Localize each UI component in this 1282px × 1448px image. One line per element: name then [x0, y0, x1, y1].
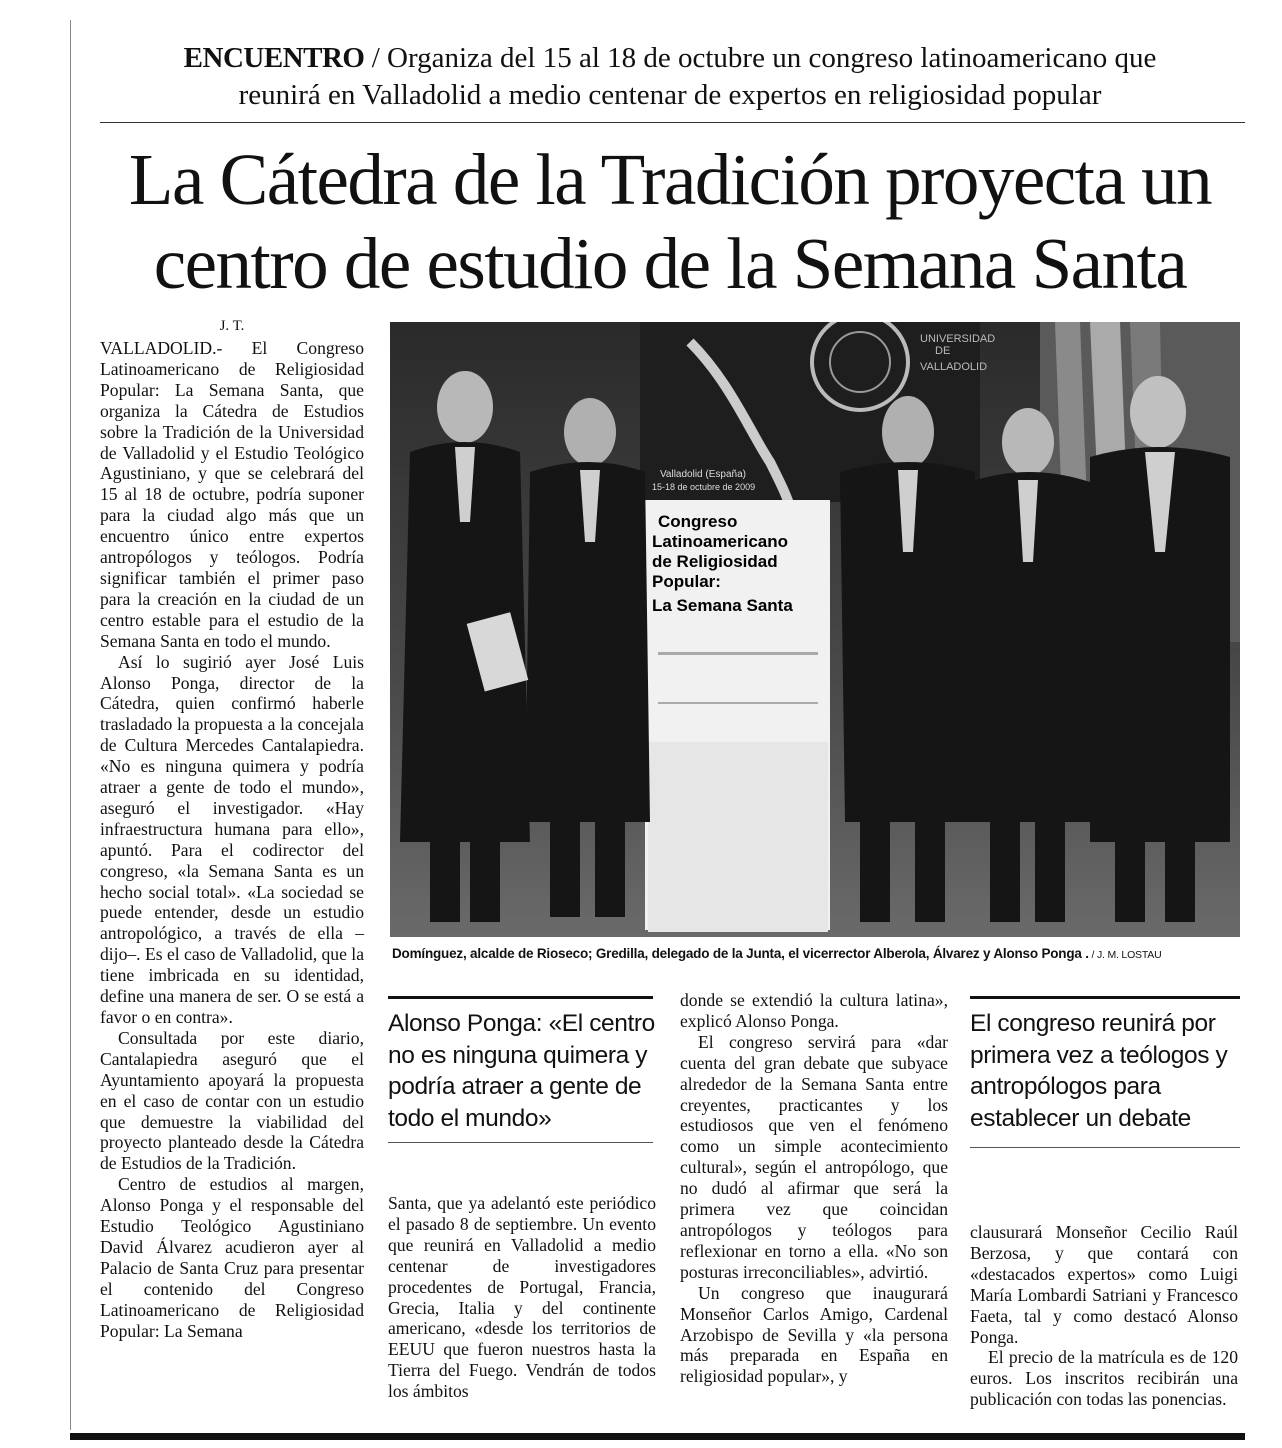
- paragraph: Santa, que ya adelantó este periódico el pasado 8 de septiembre. Un evento que reunirá en Valladolid a medio centenar de investigadores procedentes de Portugal, Francia, Grecia, Italia y del continente americano, «desde los territorios de EEUU que fueron nuestros hasta la Tierra del Fuego. Vendrán de todos los ámbitos: [388, 1193, 656, 1402]
- paragraph: El precio de la matrícula es de 120 euros. Los inscritos recibirán una publicación con todas las ponencias.: [970, 1347, 1238, 1410]
- photo-credit: / J. M. LOSTAU: [1088, 949, 1162, 961]
- pullquote-rule-bottom: [970, 1147, 1240, 1148]
- paragraph: Así lo sugirió ayer José Luis Alonso Ponga, director de la Cátedra, quien confirmó haberle trasladado la propuesta a la concejala de Cultura Mercedes Cantalapiedra. «No es ninguna quimera y podría atraer a gente de todo el mundo», aseguró el investigador. «Hay infraestructura humana para ello», apuntó. Para el codirector del congreso, «la Semana Santa es un hecho social total». «La sociedad se puede entender, desde un estudio antropológico, a través de ella –dijo–. Es el caso de Valladolid, que la tiene imbricada en su identidad, define una manera de ser. O se está a favor o en contra».: [100, 651, 365, 1027]
- caption-text: Domínguez, alcalde de Rioseco; Gredilla, delegado de la Junta, el vicerrector Alberola, Álvarez y Alonso Ponga .: [392, 946, 1089, 961]
- paragraph: Consultada por este diario, Cantalapiedra aseguró que el Ayuntamiento apoyará la propuesta en el caso de contar con un estudio que demuestre la viabilidad del proyecto planteado desde la Cátedra de Estudios de la Tradición.: [100, 1027, 364, 1174]
- poster-location: Valladolid (España): [660, 469, 746, 480]
- pullquote-left: Alonso Ponga: «El centro no es ninguna quimera y podría atraer a gente de todo el mundo»: [388, 1010, 655, 1132]
- paragraph: donde se extendió la cultura latina», explicó Alonso Ponga.: [680, 990, 948, 1031]
- article-column-1: [100, 338, 364, 1342]
- pullquote-right: El congreso reunirá por primera vez a teólogos y antropólogos para establecer un debate: [970, 1010, 1228, 1132]
- poster-dates: 15-18 de octubre de 2009: [652, 482, 756, 492]
- poster-line: La Semana Santa: [652, 596, 793, 615]
- paragraph: El congreso servirá para «dar cuenta del gran debate que subyace alrededor de la Semana Santa entre creyentes, practicantes y los estudiosos que ven el fenómeno como un simple acontecimiento cultural», según el antropólogo, que no dudó al afirmar que será la primera vez que coincidan antropólogos y teólogos para reflexionar en torno a ella. «No son posturas irreconciliables», advirtió.: [680, 1031, 948, 1282]
- svg-text:DE: DE: [935, 345, 951, 357]
- paragraph: VALLADOLID.- El Congreso Latinoamericano de Religiosidad Popular: La Semana Santa, que organiza la Cátedra de Estudios sobre la Tradición de la Universidad de Valladolid y el Estudio Teológico Agustiniano, y que se celebrará del 15 al 18 de octubre, podría suponer para la ciudad algo más que un encuentro único entre expertos antropólogos y teólogos. Podría significar también el primer paso para la creación en la ciudad de un centro estable para el estudio de la Semana Santa en todo el mundo.: [100, 338, 364, 651]
- pullquote-rule-top: [388, 996, 653, 999]
- article-column-2: [388, 1193, 656, 1402]
- news-photo: [390, 322, 1240, 937]
- kicker-line-1: Organiza del 15 al 18 de octubre un congreso latinoamericano que: [387, 42, 1157, 74]
- paragraph: Un congreso que inaugurará Monseñor Carlos Amigo, Cardenal Arzobispo de Sevilla y «la persona más preparada en España en religiosidad popular», y: [680, 1282, 948, 1387]
- photo-caption: [392, 946, 1240, 961]
- kicker-line-2: reunirá en Valladolid a medio centenar de expertos en religiosidad popular: [238, 79, 1102, 111]
- article-column-4: [970, 1222, 1238, 1410]
- svg-text:VALLADOLID: VALLADOLID: [920, 361, 988, 373]
- paragraph: clausurará Monseñor Cecilio Raúl Berzosa, y que contará con «destacados expertos» como Luigi María Lombardi Satriani y Francesco Faeta, tal y como destacó Alonso Ponga.: [970, 1222, 1238, 1347]
- headline-line-2: centro de estudio de la Semana Santa: [153, 223, 1187, 304]
- poster-line: Congreso: [658, 512, 738, 531]
- kicker-separator: /: [364, 42, 388, 74]
- paragraph: Centro de estudios al margen, Alonso Ponga y el responsable del Estudio Teológico Agustiniano David Álvarez acudieron ayer al Palacio de Santa Cruz para presentar el contenido del Congreso Latinoamericano de Religiosidad Popular: La Semana: [100, 1174, 364, 1341]
- poster-line: Popular:: [652, 572, 721, 591]
- pullquote-rule-top: [970, 996, 1240, 999]
- poster-line: Latinoamericano: [652, 532, 789, 551]
- photo-illustration: [390, 322, 1240, 937]
- kicker-rule: [100, 122, 1245, 123]
- article-column-3: [680, 990, 948, 1387]
- pullquote-rule-bottom: [388, 1142, 653, 1143]
- wall-sign-text: UNIVERSIDAD: [920, 333, 996, 345]
- byline: J. T.: [219, 318, 245, 334]
- page-left-rule: [70, 20, 71, 1430]
- kicker-tag: ENCUENTRO: [183, 42, 365, 74]
- poster-line: de Religiosidad: [652, 552, 778, 571]
- page-bottom-rule: [70, 1433, 1245, 1440]
- headline: [95, 138, 1245, 306]
- headline-line-1: La Cátedra de la Tradición proyecta un: [128, 139, 1212, 220]
- kicker: [100, 40, 1240, 114]
